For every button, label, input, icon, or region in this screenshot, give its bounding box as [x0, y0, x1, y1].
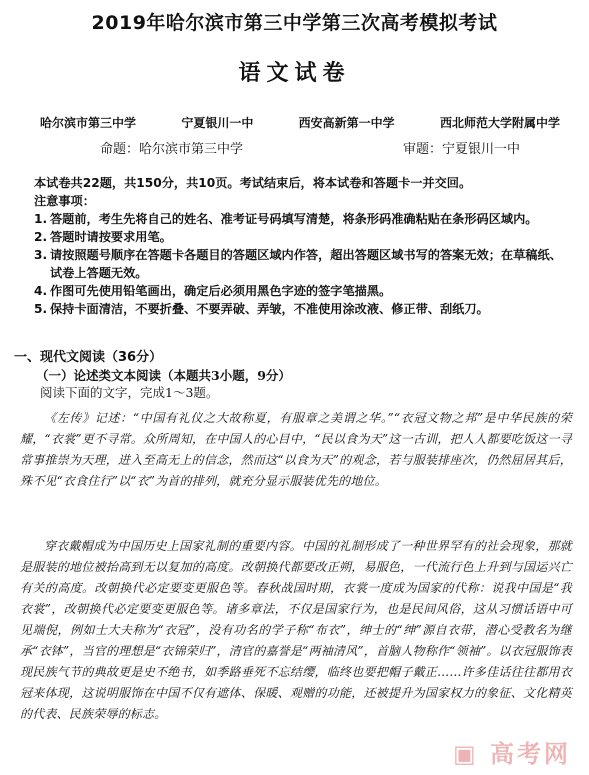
school-name: 西安高新第一中学 — [298, 116, 395, 130]
school-list — [40, 114, 560, 131]
instruction-item — [34, 300, 564, 318]
instruction-text: 保持卡面清洁，不要折叠、不要弄破、弄皱，不准使用涂改液、修正带、刮纸刀。 — [50, 302, 489, 316]
instruction-item — [34, 246, 564, 282]
school-name: 宁夏银川一中 — [181, 116, 254, 130]
section-heading: 一、现代文阅读（36分） — [14, 350, 163, 365]
proposer — [100, 138, 243, 157]
exam-instructions — [34, 174, 564, 318]
instruction-number: 5. — [34, 302, 48, 316]
instruction-item — [34, 228, 564, 246]
proposer-name: 哈尔滨市第三中学 — [139, 142, 244, 157]
reviewer — [403, 138, 520, 157]
instruction-text: 答题时请按要求用笔。 — [50, 230, 172, 244]
passage-paragraph: 《左传》记述：“中国有礼仪之大故称夏，有服章之美谓之华。”“衣冠文物之邦”是中华民族的荣耀，“衣裳”更不寻常。众所周知，在中国人的心目中，“民以食为天”这一古训，把人人都要吃饭这一寻常事推崇为天理，进入至高无上的信念，然而这“以食为天”的观念，若与服装排座次，仍然屈居其后，殊不见“衣食住行”以“衣”为首的排列，就充分显示服装优先的地位。 — [20, 411, 572, 488]
watermark-logo: ▣ 高考网 — [452, 740, 571, 768]
instruction-text: 作图可先使用铅笔画出，确定后必须用黑色字迹的签字笔描黑。 — [50, 284, 392, 298]
instructions-summary: 本试卷共22题，共150分，共10页。考试结束后，将本试卷和答题卡一并交回。 — [34, 176, 472, 190]
authors-line — [100, 138, 520, 157]
instruction-text: 请按照题号顺序在答题卡各题目的答题区域内作答，超出答题区域书写的答案无效；在草稿纸、试卷上答题无效。 — [50, 248, 562, 280]
reviewer-name: 宁夏银川一中 — [441, 142, 520, 157]
school-name: 西北师范大学附属中学 — [439, 116, 560, 130]
instruction-text: 答题前，考生先将自己的姓名、准考证号码填写清楚，将条形码准确粘贴在条形码区域内。 — [50, 212, 538, 226]
school-name: 哈尔滨市第三中学 — [40, 116, 137, 130]
passage-paragraph: 穿衣戴帽成为中国历史上国家礼制的重要内容。中国的礼制形成了一种世界罕有的社会现象，那就是服装的地位被抬高到无以复加的高度。改朝换代都要改正朔，易服色，一代流行色上升到与国运兴亡有关的高度。改朝换代必定要变更服色等。春秋战国时期，衣裳一度成为国家的代称：说我中国是“我衣裳”，改朝换代必定要变更服色等。诸多章法，不仅是国家行为，也是民间风俗，这从习惯话语中可见端倪，例如士大夫称为“衣冠”，没有功名的学子称“布衣”，绅士的“绅”源自衣带，潜心受教名为继承“衣钵”，当官的理想是“衣锦荣归”，清官的嘉誉是“两袖清风”，首脑人物称作“领袖”。以衣冠服饰表现民族气节的典故更是史不绝书，如季路垂死不忘结缨，临终也要把帽子戴正……许多佳话往往都用衣冠来体现，这说明服饰在中国不仅有遮体、保暖、观赠的功能，还被提升为国家权力的象征、文化精英的代表、民族荣辱的标志。 — [20, 539, 572, 721]
exam-title: 2019年哈尔滨市第三中学第三次高考模拟考试 — [91, 12, 498, 34]
instruction-number: 1. — [34, 212, 48, 226]
instructions-heading: 注意事项： — [34, 194, 95, 208]
reviewer-label: 审题： — [402, 142, 442, 157]
instruction-item — [34, 210, 564, 228]
proposer-label: 命题： — [100, 142, 140, 157]
instruction-item — [34, 282, 564, 300]
instruction-number: 4. — [34, 284, 48, 298]
exam-subtitle: 语文试卷 — [238, 61, 351, 86]
instruction-number: 2. — [34, 230, 48, 244]
subsection-heading: （一）论述类文本阅读（本题共3小题，9分） — [36, 368, 291, 383]
reading-instruction: 阅读下面的文字，完成1～3题。 — [40, 385, 219, 400]
instruction-number: 3. — [34, 248, 48, 262]
